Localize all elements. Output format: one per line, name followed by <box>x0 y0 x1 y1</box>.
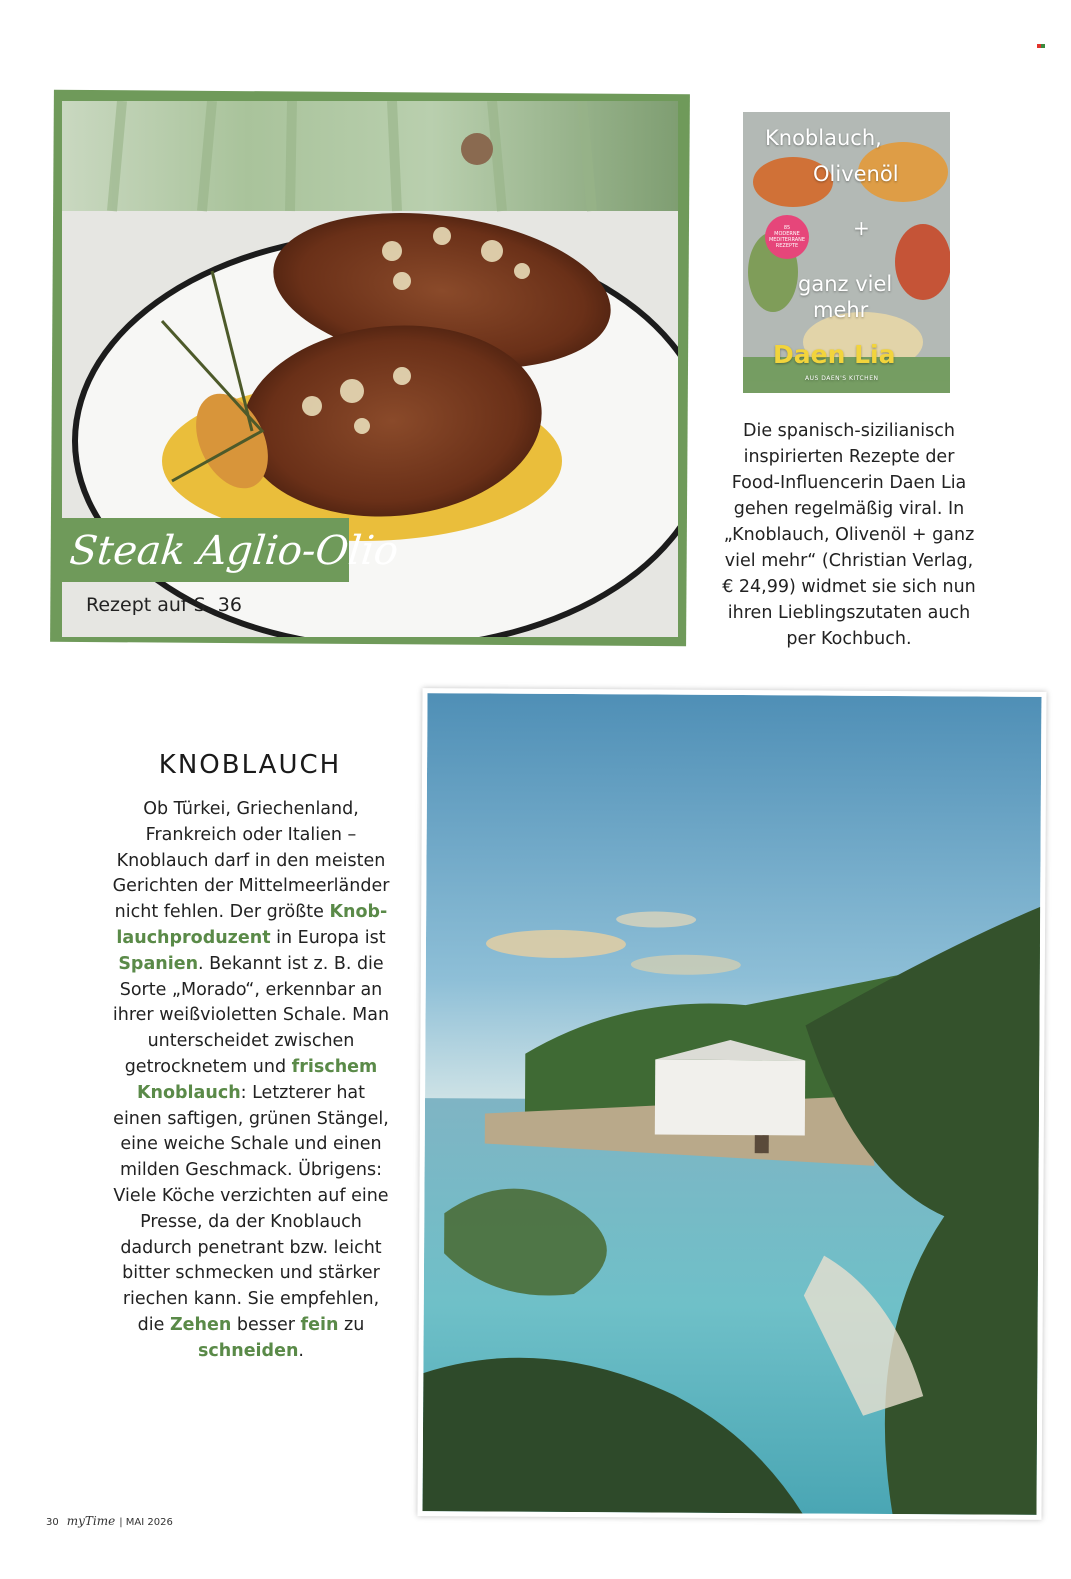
page-number: 30 <box>46 1517 59 1528</box>
article-heading: KNOBLAUCH <box>158 750 342 780</box>
highlight-term: frischem Knoblauch <box>136 1056 378 1103</box>
book-cover-title-line: mehr <box>813 298 869 322</box>
body-text-run: in Europa ist <box>270 927 386 948</box>
body-text-run: besser <box>231 1314 301 1335</box>
book-cover-title-line: Knoblauch, <box>765 126 882 150</box>
magazine-brand: myTime <box>66 1514 116 1528</box>
issue-date: | MAI 2026 <box>119 1517 173 1528</box>
book-cover-subtitle: AUS DAEN'S KITCHEN <box>805 375 879 382</box>
highlight-term: Knoblauchproduzent <box>116 902 388 948</box>
body-text-run: : Letzterer hat einen saftigen, grünen Stängel, eine weiche Schale und einen milden Geschmack. Übrigens: Viele Köche verzichten auf eine Presse, da der Knoblauch dadurch penetrant bzw. leicht bitter schmecken und stärker riechen kann. Sie empfehlen, die <box>113 1082 389 1335</box>
highlight-term: Spanien <box>118 953 199 974</box>
book-cover <box>743 112 950 393</box>
badge-text: MODERNE <box>774 231 800 237</box>
highlight-term: schneiden <box>197 1340 299 1361</box>
corner-color-mark <box>1037 33 1046 38</box>
book-caption: Die spanisch-sizilianisch inspirierten Rezepte der Food-Influencerin Daen Lia gehen regelmäßig viral. In „Knoblauch, Olivenöl + ganz viel mehr“ (Christian Verlag, € 24,99) widmet sie sich nun ihren Lieblingszutaten auch per Kochbuch. <box>722 421 976 649</box>
badge-text: 85 <box>783 225 791 231</box>
highlight-term: fein <box>300 1314 339 1335</box>
recipe-title: Steak Aglio-Olio <box>67 528 401 574</box>
book-cover-title-line: + <box>853 216 870 240</box>
body-text-run: zu <box>338 1314 365 1335</box>
body-text-run: . <box>298 1340 304 1361</box>
book-cover-title-line: Olivenöl <box>813 162 899 186</box>
recipe-page-reference: Rezept auf S. 36 <box>86 594 242 616</box>
badge-text: REZEPTE <box>775 243 799 249</box>
highlight-term: Zehen <box>169 1314 232 1335</box>
body-text-run: Ob Türkei, Griechenland, Frankreich oder Italien – Knoblauch darf in den meisten Gerichten der Mittelmeerländer nicht fehlen. Der größte <box>112 799 390 923</box>
book-cover-badge <box>765 215 809 259</box>
body-text-run: . Bekannt ist z. B. die Sorte „Morado“, erkennbar an ihrer weißvioletten Schale. Man unterscheidet zwischen getrocknetem und <box>112 953 390 1077</box>
coast-photo <box>423 693 1042 1515</box>
article-body <box>110 797 392 1365</box>
book-cover-author: Daen Lia <box>773 340 896 369</box>
page-footer <box>46 1514 173 1528</box>
badge-text: MEDITERRANE <box>768 237 806 243</box>
book-cover-title-line: ganz viel <box>798 272 893 296</box>
